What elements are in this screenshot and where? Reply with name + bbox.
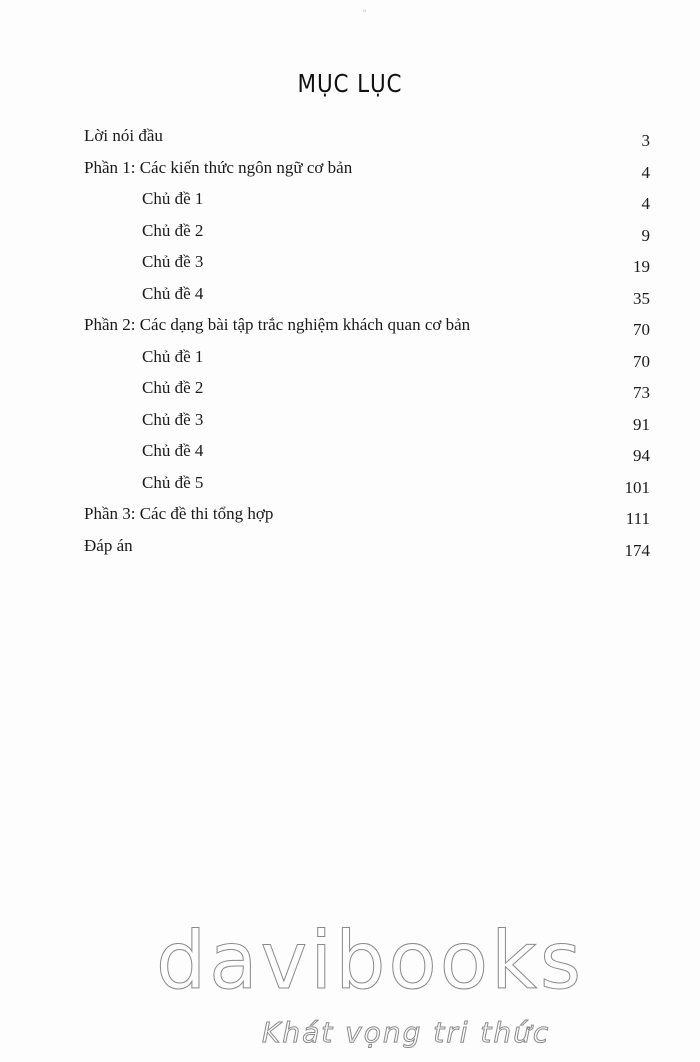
toc-entry-page: 101 bbox=[624, 477, 650, 497]
toc-entry bbox=[84, 530, 650, 562]
toc-entry-label: Chủ đề 5 bbox=[142, 472, 204, 492]
toc-entry-page: 111 bbox=[625, 509, 650, 528]
toc-entry-label: Chủ đề 4 bbox=[142, 441, 204, 460]
toc-entry-page: 9 bbox=[641, 225, 650, 245]
watermark-tagline: Khát vọng tri thức bbox=[262, 1016, 551, 1049]
toc-entry-page: 73 bbox=[633, 383, 650, 402]
toc-subentry bbox=[84, 215, 650, 247]
toc-entry-label: Chủ đề 2 bbox=[142, 378, 204, 397]
toc-entry-page: 70 bbox=[633, 320, 650, 339]
toc-entry-page: 70 bbox=[633, 351, 650, 371]
toc-entry-label: Lời nói đầu bbox=[84, 126, 163, 145]
stray-mark: ᵤ bbox=[363, 3, 366, 13]
toc-entry-label: Phần 3: Các đề thi tổng hợp bbox=[84, 504, 274, 523]
toc-entry-label: Phần 2: Các dạng bài tập trắc nghiệm khách quan cơ bản bbox=[84, 315, 471, 334]
toc-entry-page: 174 bbox=[624, 540, 650, 560]
toc-subentry bbox=[84, 435, 650, 467]
toc-entry-page: 4 bbox=[641, 162, 650, 182]
watermark-logo: davibooks bbox=[156, 915, 584, 1007]
toc-entry bbox=[84, 498, 650, 530]
toc-entry-label: Chủ đề 3 bbox=[142, 409, 204, 429]
toc-entry-label: Chủ đề 1 bbox=[142, 189, 204, 208]
toc-entry-label: Chủ đề 3 bbox=[142, 252, 204, 271]
page-title: MỤC LỤC bbox=[297, 68, 403, 98]
toc-subentry bbox=[84, 467, 650, 499]
toc-entry-page: 94 bbox=[633, 446, 650, 465]
toc-entry-page: 35 bbox=[633, 288, 650, 308]
table-of-contents bbox=[84, 120, 650, 561]
toc-entry bbox=[84, 120, 650, 152]
toc-entry bbox=[84, 152, 650, 184]
toc-entry-label: Chủ đề 2 bbox=[142, 220, 204, 240]
toc-entry-label: Chủ đề 1 bbox=[142, 346, 204, 366]
toc-subentry bbox=[84, 183, 650, 215]
toc-entry-label: Phần 1: Các kiến thức ngôn ngữ cơ bản bbox=[84, 157, 353, 177]
toc-entry-label: Chủ đề 4 bbox=[142, 283, 204, 303]
toc-entry bbox=[84, 309, 650, 341]
toc-entry-page: 4 bbox=[641, 194, 650, 213]
toc-entry-page: 91 bbox=[633, 414, 650, 434]
toc-entry-page: 3 bbox=[641, 131, 650, 150]
toc-entry-label: Đáp án bbox=[84, 535, 133, 555]
toc-subentry bbox=[84, 372, 650, 404]
toc-entry-page: 19 bbox=[633, 257, 650, 276]
toc-subentry bbox=[84, 341, 650, 373]
toc-subentry bbox=[84, 278, 650, 310]
toc-subentry bbox=[84, 404, 650, 436]
toc-subentry bbox=[84, 246, 650, 278]
